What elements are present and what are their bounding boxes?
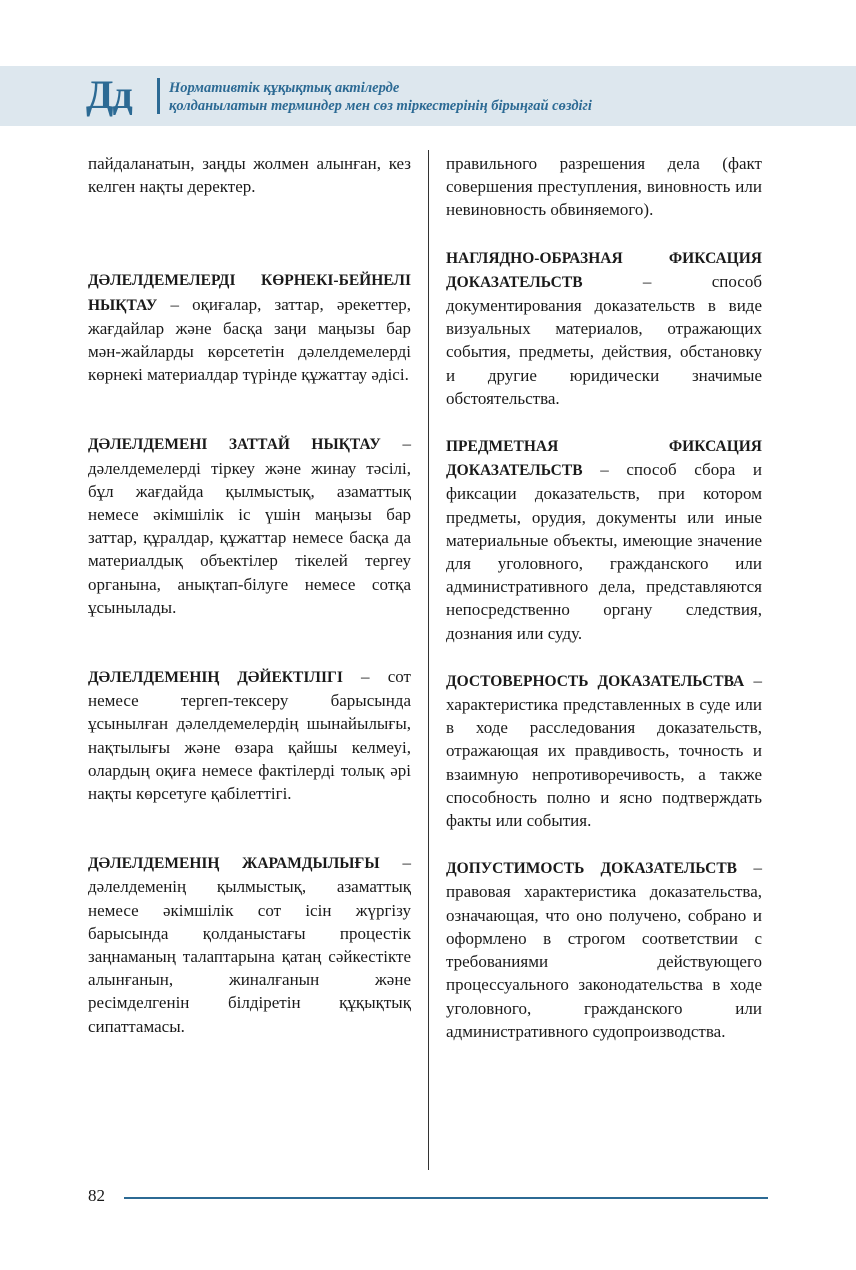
entry-term: ДӘЛЕЛДЕМЕЛЕРДІ КӨРНЕКІ-БЕЙНЕЛІ НЫҚТАУ: [88, 272, 411, 314]
entry-ru-1: [446, 246, 762, 410]
right-column: [446, 152, 762, 1043]
entry-kz-1: [88, 268, 411, 386]
section-letter: Дд: [86, 72, 132, 117]
entry-definition: – способ сбора и фиксации доказательств, при котором предметы, орудия, документы или иные материальные объекты, имеющие значение для уголовного, гражданского или административного дела, представляются непосредственно органу следствия, дознания или суду.: [446, 460, 762, 643]
entry-definition: – способ документирования доказательств в виде визуальных материалов, отражающих события, предметы, действия, обстановку и другие юридически значимые обстоятельства.: [446, 271, 762, 408]
footer-rule: [124, 1197, 768, 1199]
entry-definition: – характеристика представленных в суде или в ходе расследования доказательств, отражающая их правдивость, точность и взаимную непротиворечивость, а также способность полно и ясно подтверждать факты или события.: [446, 670, 762, 831]
entry-definition: – правовая характеристика доказательства, означающая, что оно получено, собрано и оформлено в строгом соответствии с требованиями действующего процессуального законодательства в ходе уголовного, гражданского или административного судопроизводства.: [446, 858, 762, 1041]
entry-term: ПРЕДМЕТНАЯ ФИКСАЦИЯ ДОКАЗАТЕЛЬСТВ: [446, 438, 762, 480]
entry-term: ДӘЛЕЛДЕМЕНІ ЗАТТАЙ НЫҚТАУ: [88, 436, 381, 454]
running-header: [169, 79, 592, 115]
entry-kz-2: [88, 432, 411, 619]
continuation-text-kz: пайдаланатын, заңды жолмен алынған, кез келген нақты деректер.: [88, 154, 411, 197]
page-number: 82: [88, 1186, 105, 1205]
entry-term: ДОСТОВЕРНОСТЬ ДОКАЗАТЕЛЬСТВА: [446, 672, 745, 690]
entry-ru-2: [446, 434, 762, 645]
left-column: [88, 152, 411, 1038]
entry-term: ДӘЛЕЛДЕМЕНІҢ ДӘЙЕКТІЛІГІ: [88, 669, 343, 687]
entry-definition: – оқиғалар, заттар, әрекеттер, жағдайлар және басқа заңи маңызы бар мән-жайларды көрсететін дәлелдемелерді көрнекі материалдар түрінде құжаттау әдісі.: [88, 294, 411, 385]
entry-term: ДӘЛЕЛДЕМЕНІҢ ЖАРАМДЫЛЫҒЫ: [88, 855, 380, 873]
running-header-line-2: қолданылатын терминдер мен сөз тіркестерінің бірыңғай сөздігі: [169, 98, 592, 114]
header-divider: [157, 78, 160, 114]
running-header-line-1: Нормативтік құқықтық актілерде: [169, 80, 400, 96]
entry-ru-4: [446, 856, 762, 1043]
entry-definition: – сот немесе тергеп-тексеру барысында ұсынылған дәлелдемелердің шынайылығы, нақтылығы және өзара қайшы келмеуі, олардың оқиға немесе фактілерді толық әрі нақты көрсетуге қабілеттігі.: [88, 667, 411, 804]
entry-definition: – дәлелдемелерді тіркеу және жинау тәсілі, бұл жағдайда қылмыстық, азаматтық немесе әкімшілік іс үшін маңызы бар заттар, құралдар, құжаттар немесе басқа да материалдық объектілер тікелей тергеу органына, анықтап-білуге немесе сотқа ұсынылады.: [88, 434, 411, 617]
continuation-text-ru: правильного разрешения дела (факт совершения преступления, виновность или невиновность обвиняемого).: [446, 154, 762, 220]
entry-term: ДОПУСТИМОСТЬ ДОКАЗАТЕЛЬСТВ: [446, 860, 738, 878]
entry-kz-3: [88, 665, 411, 805]
entry-term: НАГЛЯДНО-ОБРАЗНАЯ ФИКСАЦИЯ ДОКАЗАТЕЛЬСТВ: [446, 249, 762, 291]
entry-kz-4: [88, 851, 411, 1038]
column-divider: [428, 150, 429, 1170]
entry-definition: – дәлелдеменің қылмыстық, азаматтық немесе әкімшілік сот ісін жүргізу барысында қолданыстағы процестік заңнаманың талаптарына қатаң сәйкестікте алынғанын, жиналғанын және ресімделгенін білдіретін құқықтық сипаттамасы.: [88, 853, 411, 1036]
entry-ru-3: [446, 669, 762, 832]
